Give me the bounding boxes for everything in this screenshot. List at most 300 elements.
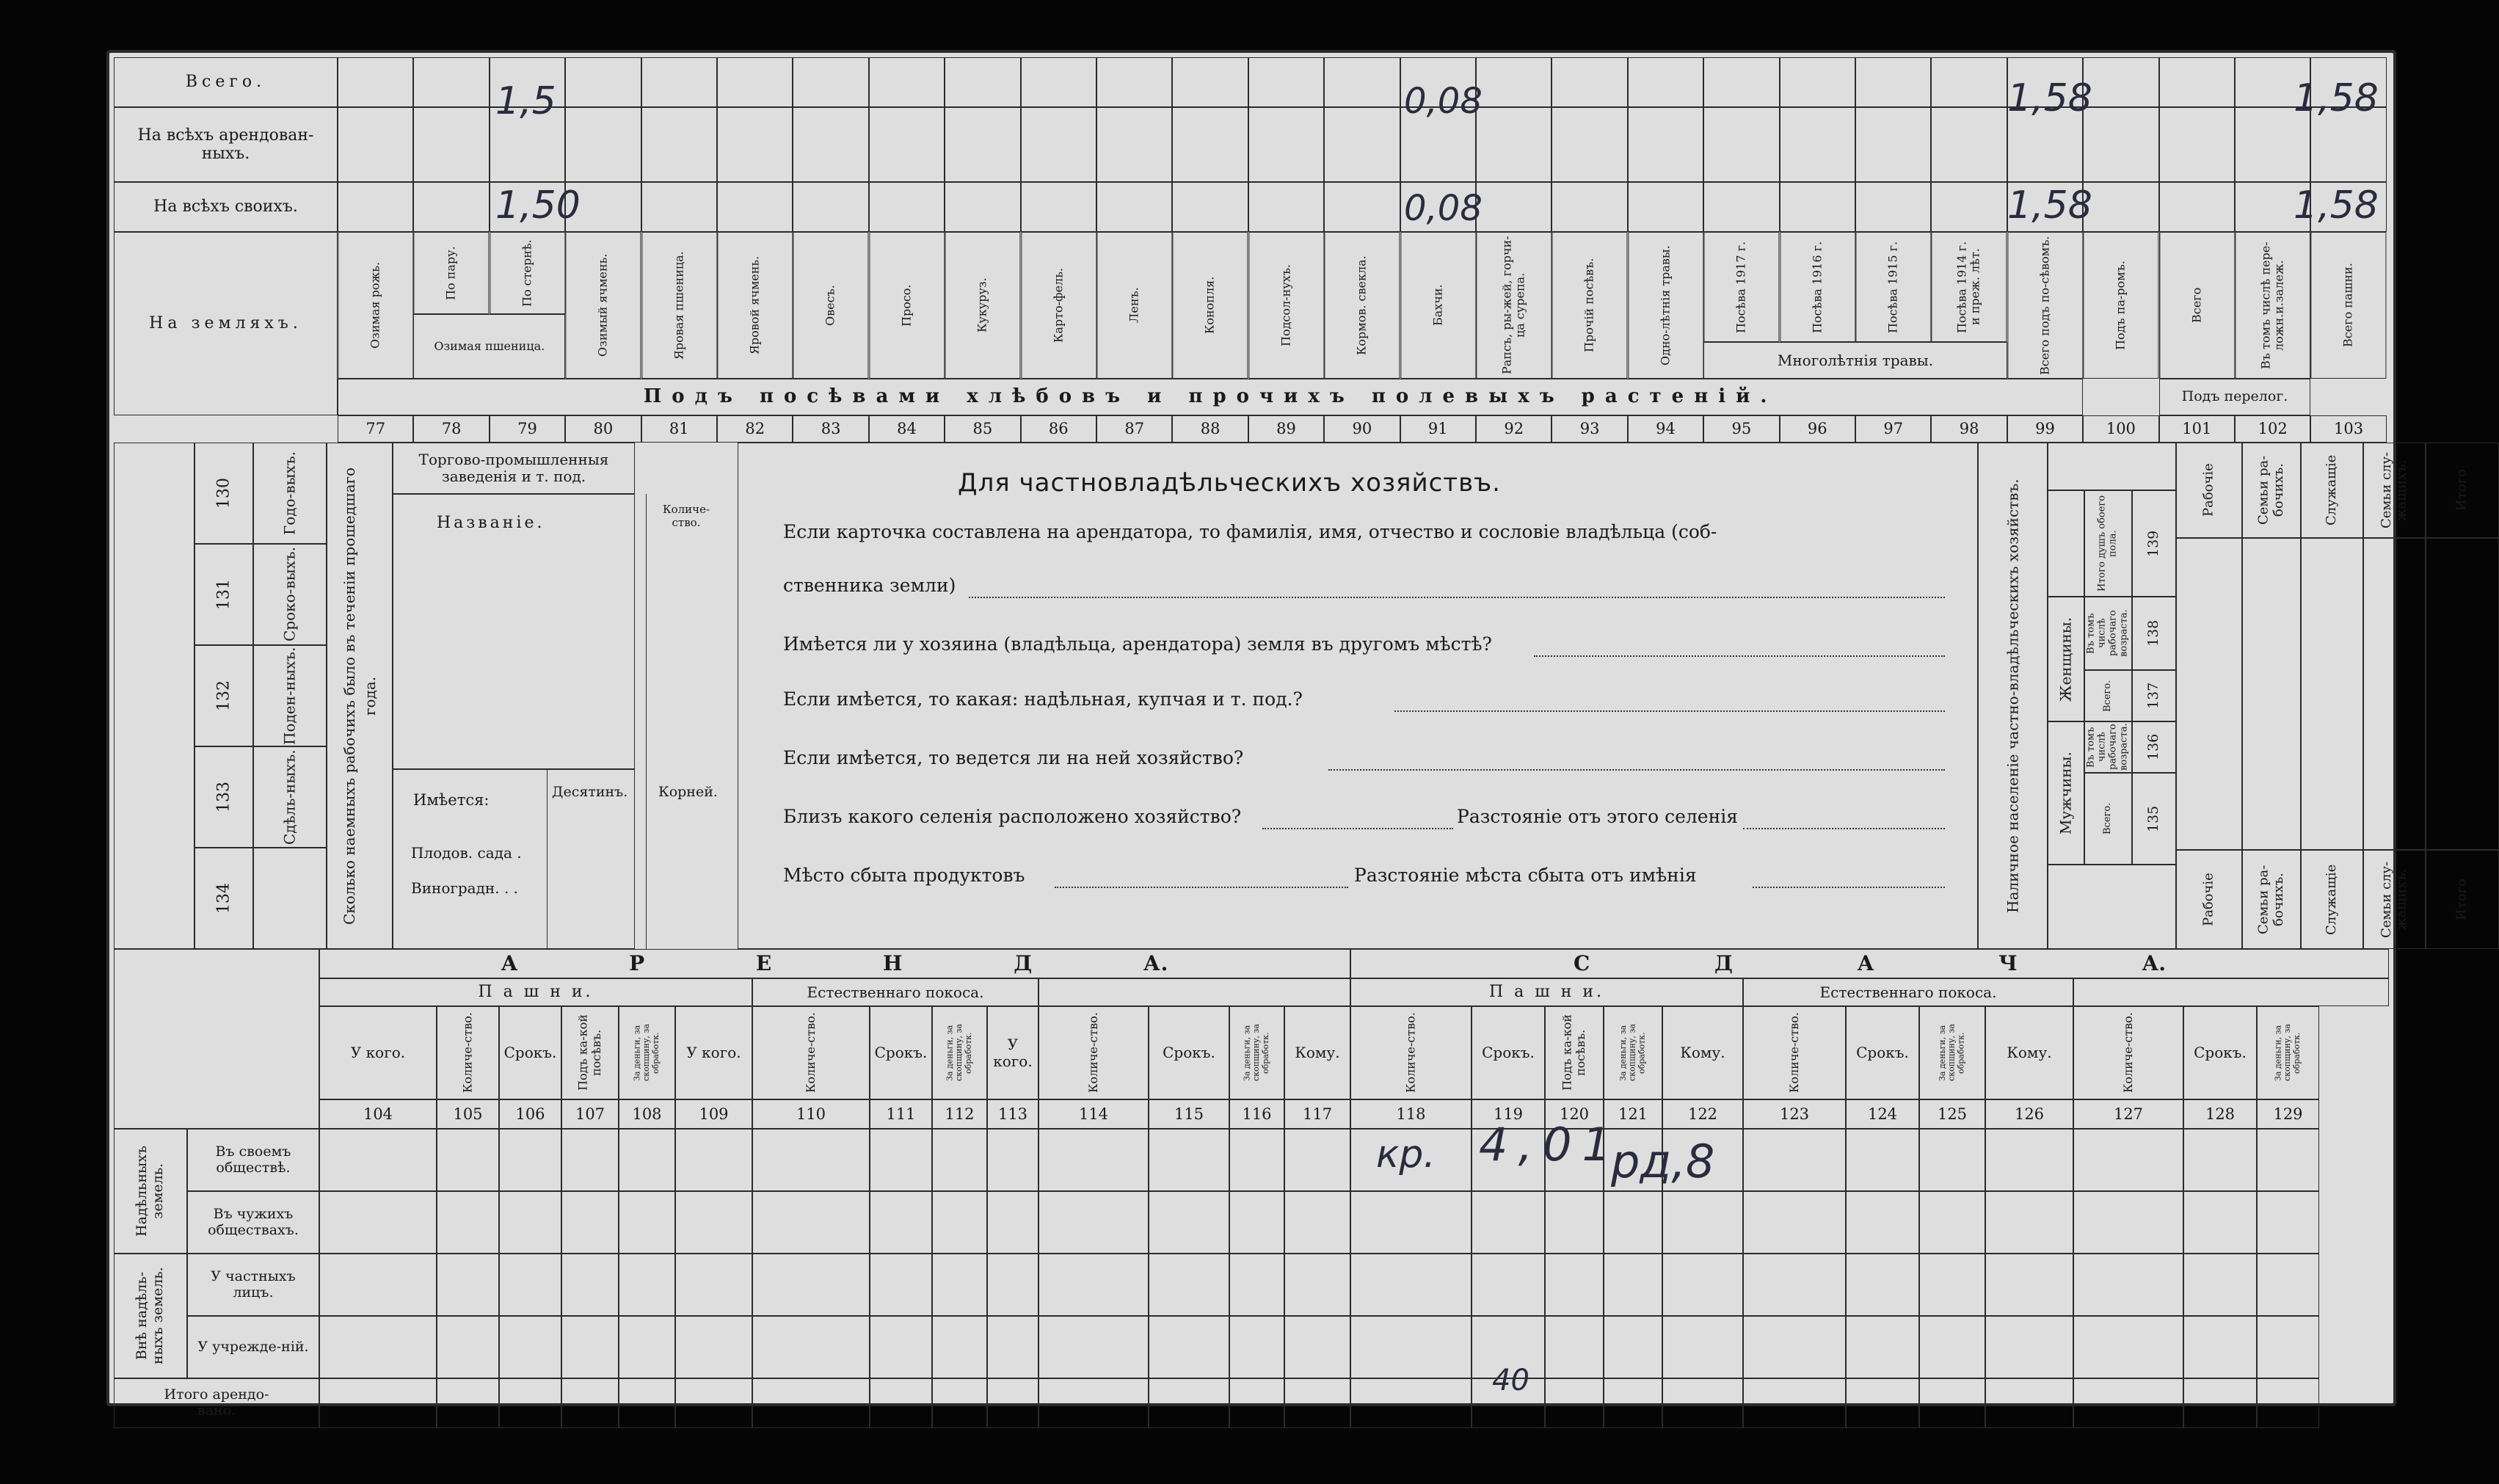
entry-cell[interactable] (641, 107, 717, 182)
entry-cell[interactable] (1931, 57, 2007, 107)
bottom-header: Кому. (1662, 1006, 1743, 1099)
table-cell[interactable] (987, 1316, 1038, 1378)
table-cell[interactable] (1846, 1378, 1919, 1428)
torg-table (393, 494, 635, 769)
entry-cell[interactable] (413, 107, 489, 182)
crop-header: Всего пашни. (2310, 232, 2386, 379)
perelog-label: Подъ перелог. (2159, 379, 2311, 415)
pop-sub-label: Итого душъ обоего пола. (2084, 490, 2132, 597)
table-cell[interactable] (932, 1378, 987, 1428)
table-cell[interactable] (1038, 1191, 1149, 1254)
entry-cell[interactable] (1628, 107, 1703, 182)
entry-cell[interactable] (1780, 182, 1855, 232)
entry-cell[interactable] (413, 57, 489, 107)
hw-vsego-91: 0,08 (1404, 81, 1483, 122)
bottom-header: За деньги, за скопщину, за обработк. (619, 1006, 675, 1099)
entry-cell[interactable] (1248, 57, 1324, 107)
table-cell[interactable] (752, 1191, 870, 1254)
arenda-pokos: Естественнаго покоса. (752, 978, 1038, 1006)
sdacha-title: С Д А Ч А. (1350, 949, 2389, 978)
pop-entry[interactable] (2363, 538, 2426, 850)
row-label: Въ своемъ обществѣ. (187, 1129, 319, 1191)
pop-entry[interactable] (2426, 538, 2499, 850)
torg-name-header: Названіе. (437, 514, 545, 532)
table-cell[interactable] (1985, 1129, 2073, 1191)
table-cell[interactable] (1662, 1254, 1743, 1316)
table-cell[interactable] (1038, 1378, 1149, 1428)
entry-cell[interactable] (1703, 182, 1779, 232)
pop-entry[interactable] (2176, 538, 2242, 850)
pop-right-header: Итого (2426, 443, 2499, 538)
row-label-vsego: Всего. (114, 57, 338, 107)
table-cell[interactable] (437, 1129, 499, 1191)
crop-header: Посѣва 1916 г. (1780, 232, 1855, 342)
entry-cell[interactable] (717, 57, 793, 107)
crop-header: Яровой ячмень. (717, 232, 793, 379)
table-cell[interactable] (987, 1254, 1038, 1316)
worker-col-number: 130 (194, 443, 253, 544)
table-cell[interactable] (1229, 1316, 1284, 1378)
table-cell[interactable] (1604, 1316, 1662, 1378)
table-cell[interactable] (870, 1191, 932, 1254)
bottom-header: За деньги, за скопщину, за обработк. (1229, 1006, 1284, 1099)
table-cell[interactable] (987, 1378, 1038, 1428)
entry-cell[interactable] (717, 107, 793, 182)
entry-cell[interactable] (1552, 182, 1627, 232)
bottom-header: За деньги, за скопщину, за обработк. (2257, 1006, 2319, 1099)
entry-cell[interactable] (793, 182, 868, 232)
table-cell[interactable] (1038, 1129, 1149, 1191)
entry-cell[interactable] (1324, 182, 1400, 232)
table-cell[interactable] (1284, 1191, 1350, 1254)
table-cell[interactable] (2073, 1254, 2183, 1316)
table-cell[interactable] (619, 1191, 675, 1254)
table-cell[interactable] (1229, 1378, 1284, 1428)
table-cell[interactable] (870, 1378, 932, 1428)
entry-cell[interactable] (1172, 107, 1248, 182)
column-number: 89 (1248, 415, 1324, 443)
column-number: 83 (793, 415, 868, 443)
bottom-column-number: 110 (752, 1099, 870, 1129)
table-cell[interactable] (1985, 1191, 2073, 1254)
hw-svoih-103: 1,58 (2294, 183, 2379, 228)
table-cell[interactable] (1743, 1254, 1846, 1316)
entry-cell[interactable] (1021, 57, 1096, 107)
table-cell[interactable] (1350, 1378, 1472, 1428)
table-cell[interactable] (1985, 1378, 2073, 1428)
entry-cell[interactable] (2083, 182, 2158, 232)
table-cell[interactable] (932, 1129, 987, 1191)
table-cell[interactable] (319, 1129, 437, 1191)
entry-cell[interactable] (1248, 182, 1324, 232)
row-label: У частныхъ лицъ. (187, 1254, 319, 1316)
table-cell[interactable] (675, 1191, 752, 1254)
table-cell[interactable] (2183, 1254, 2257, 1316)
table-cell[interactable] (870, 1316, 932, 1378)
table-cell[interactable] (1662, 1378, 1743, 1428)
crop-header: Бахчи. (1400, 232, 1476, 379)
crop-header: Рапсъ, ры-жей, горчи-ца сурепа. (1476, 232, 1552, 379)
table-cell[interactable] (1545, 1378, 1604, 1428)
row-label-itogo: Итого арендо-вано. (114, 1378, 319, 1428)
arenda-title: А Р Е Н Д А. (319, 949, 1350, 978)
entry-cell[interactable] (338, 107, 413, 182)
bottom-column-number: 116 (1229, 1099, 1284, 1129)
table-cell[interactable] (1350, 1191, 1472, 1254)
table-cell[interactable] (499, 1191, 561, 1254)
pop-right-footer: Рабочіе (2176, 850, 2242, 949)
table-cell[interactable] (619, 1129, 675, 1191)
private-line6b: Разстояніе мѣста сбыта отъ имѣнія (1354, 865, 1697, 886)
table-cell[interactable] (752, 1378, 870, 1428)
column-number: 99 (2007, 415, 2083, 443)
table-cell[interactable] (1985, 1254, 2073, 1316)
column-number: 97 (1855, 415, 1931, 443)
entry-cell[interactable] (1780, 107, 1855, 182)
table-cell[interactable] (1743, 1378, 1846, 1428)
entry-cell[interactable] (1703, 107, 1779, 182)
table-cell[interactable] (1149, 1254, 1229, 1316)
bottom-column-number: 111 (870, 1099, 932, 1129)
table-cell[interactable] (932, 1254, 987, 1316)
entry-cell[interactable] (1855, 107, 1931, 182)
table-cell[interactable] (1472, 1191, 1545, 1254)
worker-col-number: 134 (194, 848, 253, 949)
entry-cell[interactable] (1855, 57, 1931, 107)
bottom-header: Срокъ. (1472, 1006, 1545, 1099)
bottom-column-number: 109 (675, 1099, 752, 1129)
sdacha-pashni: П а ш н и. (1350, 978, 1743, 1006)
table-cell[interactable] (932, 1191, 987, 1254)
row-label-svoih: На всѣхъ своихъ. (114, 182, 338, 232)
private-line5b: Разстояніе отъ этого селенія (1457, 806, 1739, 827)
table-cell[interactable] (1919, 1316, 1985, 1378)
table-cell[interactable] (561, 1129, 619, 1191)
table-cell[interactable] (987, 1129, 1038, 1191)
entry-cell[interactable] (1096, 182, 1172, 232)
bottom-header: Срокъ. (1149, 1006, 1229, 1099)
table-cell[interactable] (1350, 1254, 1472, 1316)
table-cell[interactable] (1743, 1129, 1846, 1191)
table-cell[interactable] (619, 1378, 675, 1428)
entry-cell[interactable] (1096, 57, 1172, 107)
entry-cell[interactable] (869, 182, 945, 232)
table-cell[interactable] (2257, 1254, 2319, 1316)
table-cell[interactable] (2183, 1129, 2257, 1191)
market-field[interactable] (1055, 887, 1348, 888)
hw-svoih-79: 1,50 (495, 183, 581, 228)
bottom-column-number: 115 (1149, 1099, 1229, 1129)
column-number: 93 (1552, 415, 1627, 443)
pop-entry[interactable] (2242, 538, 2301, 850)
bottom-header: За деньги, за скопщину, за обработк. (1604, 1006, 1662, 1099)
entry-cell[interactable] (945, 182, 1020, 232)
table-cell[interactable] (1545, 1254, 1604, 1316)
column-number: 87 (1096, 415, 1172, 443)
entry-cell[interactable] (869, 57, 945, 107)
table-cell[interactable] (1149, 1129, 1229, 1191)
bottom-column-number: 118 (1350, 1099, 1472, 1129)
other-land-field[interactable] (1534, 655, 1945, 657)
table-cell[interactable] (1846, 1129, 1919, 1191)
table-cell[interactable] (2073, 1129, 2183, 1191)
table-cell[interactable] (1038, 1254, 1149, 1316)
entry-cell[interactable] (1780, 57, 1855, 107)
entry-cell[interactable] (641, 57, 717, 107)
entry-cell[interactable] (641, 182, 717, 232)
entry-cell[interactable] (1855, 182, 1931, 232)
crop-header: Всего подъ по-сѣвомъ. (2007, 232, 2083, 379)
table-cell[interactable] (675, 1254, 752, 1316)
table-cell[interactable] (437, 1316, 499, 1378)
pop-right-footer: Служащіе (2301, 850, 2363, 949)
entry-cell[interactable] (2083, 57, 2158, 107)
bottom-column-number: 126 (1985, 1099, 2073, 1129)
table-cell[interactable] (437, 1254, 499, 1316)
torg-qty-header: Количе-ство. (662, 503, 710, 529)
entry-cell[interactable] (1021, 107, 1096, 182)
table-cell[interactable] (499, 1316, 561, 1378)
village-distance-field[interactable] (1743, 828, 1945, 829)
table-cell[interactable] (1284, 1254, 1350, 1316)
table-cell[interactable] (2183, 1191, 2257, 1254)
table-cell[interactable] (561, 1378, 619, 1428)
table-cell[interactable] (1604, 1191, 1662, 1254)
table-cell[interactable] (319, 1316, 437, 1378)
column-number: 92 (1476, 415, 1552, 443)
worker-col-number: 133 (194, 746, 253, 848)
entry-cell[interactable] (2159, 57, 2235, 107)
row-label: Въ чужихъ обществахъ. (187, 1191, 319, 1254)
table-cell[interactable] (675, 1316, 752, 1378)
bottom-header: Количе-ство. (1743, 1006, 1846, 1099)
bottom-header: Кому. (1985, 1006, 2073, 1099)
entry-cell[interactable] (2159, 107, 2235, 182)
worker-type: Сдѣль-ныхъ. (253, 746, 327, 848)
table-cell[interactable] (2257, 1378, 2319, 1428)
hw-vsego-79: 1,5 (495, 79, 556, 123)
bottom-column-number: 121 (1604, 1099, 1662, 1129)
table-cell[interactable] (1846, 1316, 1919, 1378)
table-cell[interactable] (1662, 1316, 1743, 1378)
table-cell[interactable] (561, 1316, 619, 1378)
hw-vsego-103: 1,58 (2294, 76, 2379, 120)
column-number: 90 (1324, 415, 1400, 443)
entry-cell[interactable] (1172, 57, 1248, 107)
table-cell[interactable] (1149, 1191, 1229, 1254)
entry-cell[interactable] (1476, 182, 1552, 232)
table-cell[interactable] (1604, 1254, 1662, 1316)
table-cell[interactable] (1149, 1316, 1229, 1378)
table-cell[interactable] (2257, 1129, 2319, 1191)
column-number: 95 (1703, 415, 1779, 443)
entry-cell[interactable] (1476, 57, 1552, 107)
pop-bottom-blank[interactable] (2048, 865, 2176, 949)
table-cell[interactable] (675, 1129, 752, 1191)
owner-field[interactable] (969, 597, 1945, 598)
bottom-column-number: 122 (1662, 1099, 1743, 1129)
crop-header: Кормов. свекла. (1324, 232, 1400, 379)
column-number: 86 (1021, 415, 1096, 443)
entry-cell[interactable] (1628, 182, 1703, 232)
census-card (106, 50, 2470, 1419)
table-cell[interactable] (1350, 1316, 1472, 1378)
bottom-header: Количе-ство. (1038, 1006, 1149, 1099)
worker-blank[interactable] (253, 848, 327, 949)
farming-field[interactable] (1328, 769, 1945, 771)
table-cell[interactable] (1985, 1316, 2073, 1378)
table-cell[interactable] (987, 1191, 1038, 1254)
pop-right-header: Семьи ра-бочихъ. (2242, 443, 2301, 538)
pop-entry[interactable] (2301, 538, 2363, 850)
village-field[interactable] (1262, 828, 1453, 829)
entry-cell[interactable] (338, 57, 413, 107)
table-cell[interactable] (1743, 1316, 1846, 1378)
skolko-label: Сколько наемныхъ рабочихъ было въ теченіи прошедшаго года. (327, 443, 393, 949)
table-cell[interactable] (1149, 1378, 1229, 1428)
table-cell[interactable] (1229, 1254, 1284, 1316)
table-cell[interactable] (319, 1254, 437, 1316)
table-cell[interactable] (2073, 1316, 2183, 1378)
table-cell[interactable] (1604, 1378, 1662, 1428)
entry-cell[interactable] (1096, 107, 1172, 182)
worker-col-number: 131 (194, 544, 253, 645)
table-cell[interactable] (675, 1378, 752, 1428)
entry-cell[interactable] (2083, 107, 2158, 182)
table-cell[interactable] (2073, 1378, 2183, 1428)
entry-cell[interactable] (945, 57, 1020, 107)
crop-header: Конопля. (1172, 232, 1248, 379)
table-cell[interactable] (1919, 1378, 1985, 1428)
entry-cell[interactable] (1476, 107, 1552, 182)
entry-cell[interactable] (793, 107, 868, 182)
table-cell[interactable] (1846, 1254, 1919, 1316)
private-title: Для частновладѣльческихъ хозяйствъ. (958, 468, 1501, 498)
hw-svoih-91: 0,08 (1404, 188, 1483, 229)
row-label-arendovannyh: На всѣхъ арендован-ныхъ. (114, 107, 338, 182)
men-label: Мужчины. (2048, 721, 2084, 865)
hw-vsego-99: 1,58 (2007, 76, 2092, 120)
private-line4: Если имѣется, то ведется ли на ней хозяйство? (783, 747, 1244, 768)
crop-header: Ленъ. (1096, 232, 1172, 379)
entry-cell[interactable] (793, 57, 868, 107)
bottom-header: У кого. (987, 1006, 1038, 1099)
pop-right-header: Рабочіе (2176, 443, 2242, 538)
column-number: 102 (2235, 415, 2310, 443)
entry-cell[interactable] (565, 107, 641, 182)
table-cell[interactable] (437, 1191, 499, 1254)
entry-cell[interactable] (2159, 182, 2235, 232)
entry-cell[interactable] (1931, 182, 2007, 232)
table-cell[interactable] (561, 1191, 619, 1254)
table-cell[interactable] (1545, 1191, 1604, 1254)
entry-cell[interactable] (1324, 57, 1400, 107)
table-cell[interactable] (1919, 1254, 1985, 1316)
table-cell[interactable] (1229, 1191, 1284, 1254)
table-cell[interactable] (561, 1254, 619, 1316)
table-cell[interactable] (1545, 1316, 1604, 1378)
entry-cell[interactable] (1931, 107, 2007, 182)
table-cell[interactable] (752, 1254, 870, 1316)
table-cell[interactable] (752, 1316, 870, 1378)
table-cell[interactable] (1919, 1129, 1985, 1191)
table-cell[interactable] (499, 1378, 561, 1428)
private-line6a: Мѣсто сбыта продуктовъ (783, 865, 1025, 886)
table-cell[interactable] (1284, 1129, 1350, 1191)
table-cell[interactable] (1284, 1316, 1350, 1378)
table-cell[interactable] (1229, 1129, 1284, 1191)
table-cell[interactable] (2183, 1378, 2257, 1428)
table-cell[interactable] (499, 1129, 561, 1191)
table-cell[interactable] (870, 1129, 932, 1191)
crop-header: По стернѣ. (490, 232, 565, 314)
column-number: 91 (1400, 415, 1476, 443)
bottom-header: Срокъ. (2183, 1006, 2257, 1099)
table-cell[interactable] (319, 1378, 437, 1428)
market-distance-field[interactable] (1753, 887, 1945, 888)
pop-right-footer: Семьи слу-жащихъ. (2363, 850, 2426, 949)
entry-cell[interactable] (1172, 182, 1248, 232)
table-cell[interactable] (1662, 1191, 1743, 1254)
table-cell[interactable] (2183, 1316, 2257, 1378)
table-cell[interactable] (437, 1378, 499, 1428)
entry-cell[interactable] (1021, 182, 1096, 232)
entry-cell[interactable] (945, 107, 1020, 182)
entry-cell[interactable] (1552, 107, 1627, 182)
entry-cell[interactable] (717, 182, 793, 232)
banner: Подъ посѣвами хлѣбовъ и прочихъ полевыхъ растеній. (338, 379, 2083, 415)
table-cell[interactable] (2257, 1316, 2319, 1378)
table-cell[interactable] (1743, 1191, 1846, 1254)
table-cell[interactable] (319, 1191, 437, 1254)
bottom-column-number: 106 (499, 1099, 561, 1129)
sdacha-blank (2073, 978, 2389, 1006)
crop-header: По пару. (413, 232, 489, 314)
table-cell[interactable] (1846, 1191, 1919, 1254)
table-cell[interactable] (752, 1129, 870, 1191)
table-cell[interactable] (1472, 1254, 1545, 1316)
table-cell[interactable] (1919, 1191, 1985, 1254)
entry-cell[interactable] (1248, 107, 1324, 182)
table-cell[interactable] (2257, 1191, 2319, 1254)
table-cell[interactable] (870, 1254, 932, 1316)
entry-cell[interactable] (1552, 57, 1627, 107)
bottom-column-number: 125 (1919, 1099, 1985, 1129)
women-label: Женщины. (2048, 597, 2084, 721)
entry-cell[interactable] (869, 107, 945, 182)
bottom-column-number: 113 (987, 1099, 1038, 1129)
bottom-header: Количе-ство. (752, 1006, 870, 1099)
land-type-field[interactable] (1394, 710, 1945, 712)
table-cell[interactable] (1038, 1316, 1149, 1378)
mnogoletnie-label: Многолѣтнія травы. (1703, 342, 2007, 379)
entry-cell[interactable] (338, 182, 413, 232)
table-cell[interactable] (932, 1316, 987, 1378)
table-cell[interactable] (619, 1254, 675, 1316)
table-cell[interactable] (499, 1254, 561, 1316)
pop-right-footer: Семьи ра-бочихъ. (2242, 850, 2301, 949)
entry-cell[interactable] (565, 57, 641, 107)
table-cell[interactable] (1284, 1378, 1350, 1428)
entry-cell[interactable] (1324, 107, 1400, 182)
table-cell[interactable] (2073, 1191, 2183, 1254)
column-number: 79 (490, 415, 565, 443)
table-cell[interactable] (619, 1316, 675, 1378)
bottom-header: Подъ ка-кой посѣвъ. (1545, 1006, 1604, 1099)
entry-cell[interactable] (1628, 57, 1703, 107)
entry-cell[interactable] (1703, 57, 1779, 107)
entry-cell[interactable] (413, 182, 489, 232)
